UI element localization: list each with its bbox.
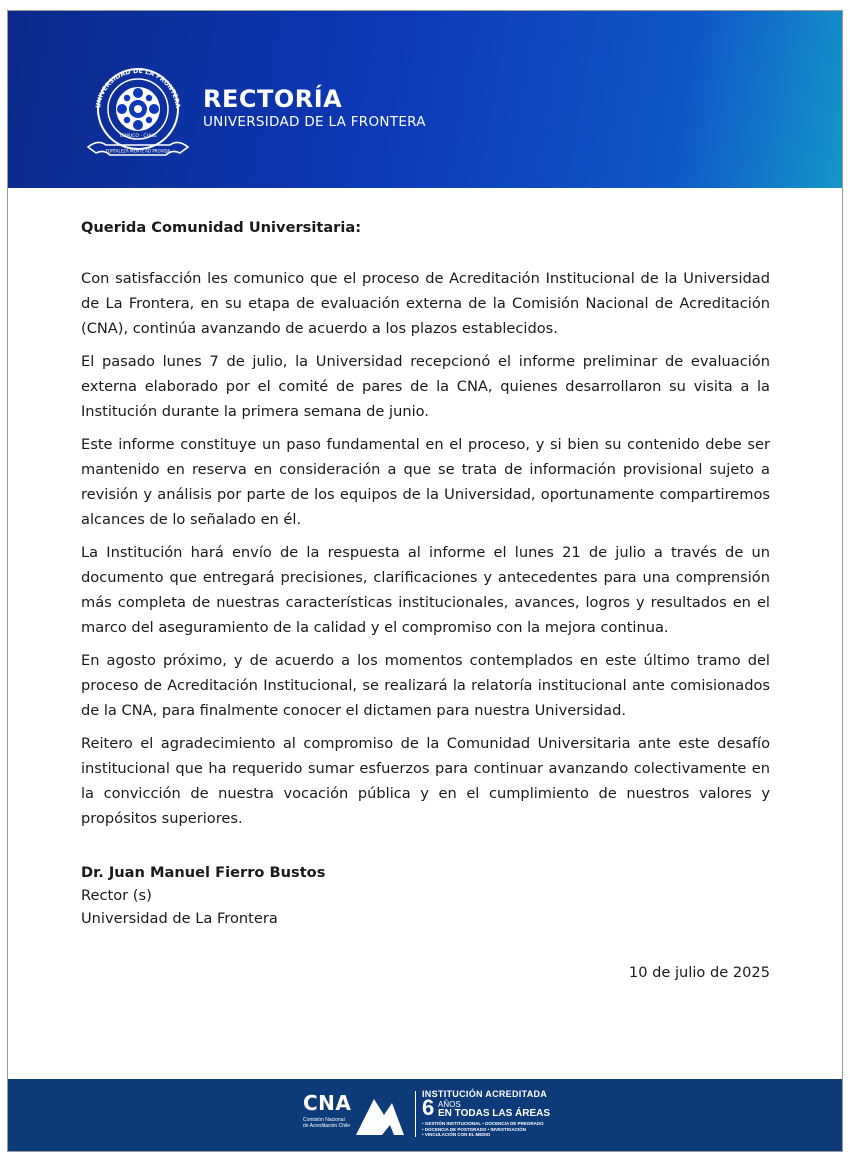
university-seal-icon [84, 65, 192, 161]
signature-institution: Universidad de La Frontera [81, 910, 278, 927]
signature-name: Dr. Juan Manuel Fierro Bustos [81, 864, 326, 881]
letter-date: 10 de julio de 2025 [628, 964, 770, 981]
accreditation-years: 6 [422, 1095, 435, 1120]
accreditation-years-label: AÑOS [438, 1100, 461, 1109]
letter-paragraph: Con satisfacción les comunico que el proceso de Acreditación Institucional de la Universidad de La Frontera, en su etapa de evaluación externa de la Comisión Nacional de Acreditación (CNA), continúa avanzando de acuerdo a los plazos establecidos. [81, 270, 770, 337]
footer-divider [415, 1091, 416, 1137]
accreditation-list-item: • VINCULACIÓN CON EL MEDIO [422, 1132, 491, 1137]
cna-logo-text: CNA [303, 1091, 352, 1115]
letter-paragraph: La Institución hará envío de la respuesta al informe el lunes 21 de julio a través de un documento que entregará precisiones, clarificaciones y antecedentes para una comprensión más completa de nuestras características institucionales, avances, logros y resultados en el marco del aseguramiento de la calidad y el compromiso con la mejora continua. [81, 544, 770, 636]
letter-body [81, 215, 770, 985]
letter-page [7, 10, 843, 1152]
letter-paragraph: Este informe constituye un paso fundamental en el proceso, y si bien su contenido debe ser mantenido en reserva en consideración a que se trata de información provisional sujeto a revisión y análisis por parte de los equipos de la Universidad, oportunamente compartiremos alcances de lo señalado en él. [81, 436, 770, 528]
cna-subtitle: Comisión Nacional de Acreditación Chile [303, 1117, 350, 1129]
signature-block [81, 861, 770, 930]
cna-mountain-icon [354, 1093, 406, 1137]
accreditation-areas: EN TODAS LAS ÁREAS [438, 1108, 551, 1119]
accreditation-list [422, 1121, 544, 1138]
accreditation-list-item: • DOCENCIA DE POSTGRADO • INVESTIGACIÓN [422, 1126, 526, 1132]
letter-paragraph: En agosto próximo, y de acuerdo a los momentos contemplados en este último tramo del proceso de Acreditación Institucional, se realizará la relatoría institucional ante comisionados de la CNA, para finalmente conocer el dictamen para nuestra Universidad. [81, 652, 770, 719]
header-title: RECTORÍA [203, 85, 343, 113]
signature-role: Rector (s) [81, 887, 152, 904]
seal-motto: FORTALEZA MENTE AD PROVIDA [105, 148, 171, 154]
letter-paragraph: El pasado lunes 7 de julio, la Universidad recepcionó el informe preliminar de evaluación externa elaborado por el comité de pares de la CNA, quienes desarrollaron su visita a la Institución durante la primera semana de junio. [81, 353, 770, 420]
seal-location: TEMUCO · CHILE [119, 134, 157, 139]
seal-arc-text: UNIVERSIDAD DE LA FRONTERA [94, 66, 182, 109]
letter-greeting: Querida Comunidad Universitaria: [81, 219, 362, 236]
accreditation-list-item: • GESTIÓN INSTITUCIONAL • DOCENCIA DE PREGRADO [422, 1121, 544, 1126]
accreditation-title: INSTITUCIÓN ACREDITADA [422, 1089, 548, 1099]
footer-banner [8, 1079, 842, 1151]
letter-paragraph: Reitero el agradecimiento al compromiso de la Comunidad Universitaria ante este desafío institucional que ha requerido sumar esfuerzos para continuar avanzando colectivamente en la convicción de nuestra vocación pública y en el cumplimiento de nuestros valores y propósitos superiores. [81, 735, 770, 827]
header-subtitle: UNIVERSIDAD DE LA FRONTERA [203, 114, 426, 130]
header-banner [8, 11, 842, 188]
